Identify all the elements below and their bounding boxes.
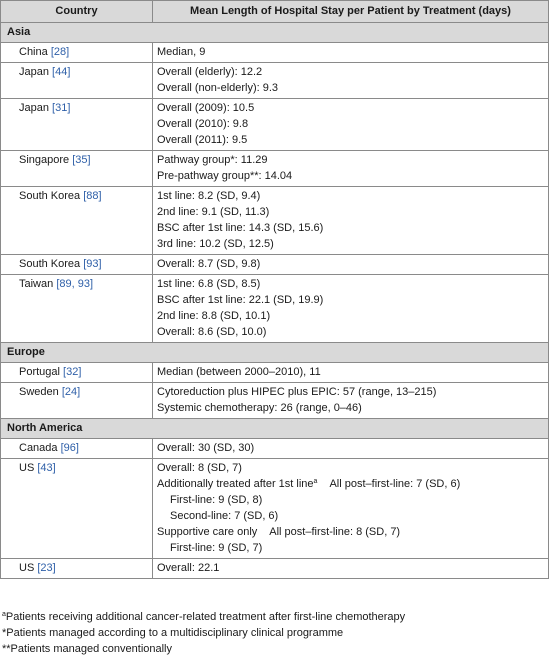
stay-line: 2nd line: 8.8 (SD, 10.1) [157, 310, 271, 322]
country-cell [1, 63, 153, 99]
stay-line: 1st line: 8.2 (SD, 9.4) [157, 190, 261, 202]
stay-cell [153, 275, 549, 343]
stay-line: Median, 9 [157, 46, 206, 58]
country-name: Taiwan [19, 278, 54, 290]
stay-line: Second-line: 7 (SD, 6) [170, 510, 279, 522]
footnote-a [2, 609, 548, 625]
stay-cell [153, 187, 549, 255]
footnote-double-star: **Patients managed conventionally [2, 643, 173, 655]
reference-link[interactable]: [43] [37, 462, 56, 474]
supportive-label: Supportive care only [157, 526, 258, 538]
country-cell [1, 187, 153, 255]
country-cell [1, 439, 153, 459]
footnote-a-text: Patients receiving additional cancer-related treatment after first-line chemotherapy [5, 611, 406, 623]
table-row [1, 559, 549, 579]
reference-link[interactable]: [93] [83, 258, 102, 270]
stay-cell [153, 363, 549, 383]
stay-line [157, 476, 544, 492]
country-name: Sweden [19, 386, 59, 398]
country-name: China [19, 46, 48, 58]
stay-line: Overall (non-elderly): 9.3 [157, 82, 279, 94]
stay-line: Overall: 8 (SD, 7) [157, 462, 242, 474]
reference-link[interactable]: [44] [52, 66, 71, 78]
country-cell [1, 99, 153, 151]
stay-line: Systemic chemotherapy: 26 (range, 0–46) [157, 402, 362, 414]
country-name: South Korea [19, 258, 81, 270]
table-row [1, 99, 549, 151]
country-cell [1, 363, 153, 383]
country-cell [1, 151, 153, 187]
reference-link[interactable]: [31] [52, 102, 71, 114]
table-row [1, 275, 549, 343]
stay-cell [153, 383, 549, 419]
stay-cell [153, 43, 549, 63]
reference-link[interactable]: [28] [50, 46, 70, 58]
table-row [1, 187, 549, 255]
footnote-mark: a [313, 478, 318, 485]
table-header-row [1, 1, 549, 23]
country-cell [1, 559, 153, 579]
table-row [1, 363, 549, 383]
table-row [1, 383, 549, 419]
stay-line: Pre-pathway group**: 14.04 [157, 170, 293, 182]
stay-line: 1st line: 6.8 (SD, 8.5) [157, 278, 261, 290]
country-name: US [19, 462, 35, 474]
header-country: Country [1, 1, 153, 23]
reference-link[interactable]: [24] [61, 386, 81, 398]
stay-cell [153, 439, 549, 459]
stay-line: Overall: 22.1 [157, 562, 220, 574]
footnote-star: *Patients managed according to a multidisciplinary clinical programme [2, 627, 344, 639]
stay-cell [153, 63, 549, 99]
reference-link[interactable]: [32] [63, 366, 82, 378]
table-row [1, 151, 549, 187]
stay-line [157, 524, 544, 540]
country-cell [1, 383, 153, 419]
footnote-a-mark: a [2, 611, 6, 618]
stay-line: 2nd line: 9.1 (SD, 11.3) [157, 206, 270, 218]
country-name: US [19, 562, 35, 574]
header-stay: Mean Length of Hospital Stay per Patient by Treatment (days) [153, 1, 549, 23]
reference-link[interactable]: [23] [37, 562, 56, 574]
country-name: Singapore [19, 154, 70, 166]
stay-line: Overall: 8.7 (SD, 9.8) [157, 258, 261, 270]
country-name: Canada [19, 442, 58, 454]
stay-line: Overall: 30 (SD, 30) [157, 442, 255, 454]
stay-line: Overall (elderly): 12.2 [157, 66, 263, 78]
stay-cell [153, 459, 549, 559]
table-row [1, 255, 549, 275]
table-row [1, 43, 549, 63]
stay-line: Overall: 8.6 (SD, 10.0) [157, 326, 267, 338]
stay-line: Overall (2009): 10.5 [157, 102, 255, 114]
region-heading: Asia [1, 23, 549, 43]
region-heading: North America [1, 419, 549, 439]
country-name: South Korea [19, 190, 81, 202]
additional-label: Additionally treated after 1st line [157, 478, 314, 490]
country-name: Japan [19, 66, 49, 78]
supportive-post: All post–first-line: 8 (SD, 7) [269, 526, 401, 538]
region-row [1, 343, 549, 363]
country-cell [1, 255, 153, 275]
region-heading: Europe [1, 343, 549, 363]
reference-link[interactable]: [89, 93] [56, 278, 94, 290]
stay-line: First-line: 9 (SD, 7) [170, 542, 263, 554]
stay-line: Overall (2010): 9.8 [157, 118, 249, 130]
stay-line: 3rd line: 10.2 (SD, 12.5) [157, 238, 274, 250]
stay-cell [153, 151, 549, 187]
stay-cell [153, 559, 549, 579]
reference-link[interactable]: [96] [60, 442, 79, 454]
stay-line: BSC after 1st line: 14.3 (SD, 15.6) [157, 222, 324, 234]
footnotes [2, 609, 548, 657]
table-row [1, 439, 549, 459]
stay-line: Pathway group*: 11.29 [157, 154, 268, 166]
table-row [1, 63, 549, 99]
region-row [1, 419, 549, 439]
additional-post: All post–first-line: 7 (SD, 6) [329, 478, 461, 490]
country-cell [1, 43, 153, 63]
stay-line: Overall (2011): 9.5 [157, 134, 248, 146]
table-body [1, 23, 549, 579]
table-row [1, 459, 549, 559]
region-row [1, 23, 549, 43]
stay-cell [153, 99, 549, 151]
reference-link[interactable]: [88] [83, 190, 102, 202]
stay-line: Cytoreduction plus HIPEC plus EPIC: 57 (range, 13–215) [157, 386, 437, 398]
stay-line: Median (between 2000–2010), 11 [157, 366, 321, 378]
country-cell [1, 459, 153, 559]
reference-link[interactable]: [35] [72, 154, 91, 166]
country-cell [1, 275, 153, 343]
stay-line: First-line: 9 (SD, 8) [170, 494, 263, 506]
stay-line: BSC after 1st line: 22.1 (SD, 19.9) [157, 294, 324, 306]
country-name: Portugal [19, 366, 60, 378]
country-name: Japan [19, 102, 49, 114]
stay-cell [153, 255, 549, 275]
